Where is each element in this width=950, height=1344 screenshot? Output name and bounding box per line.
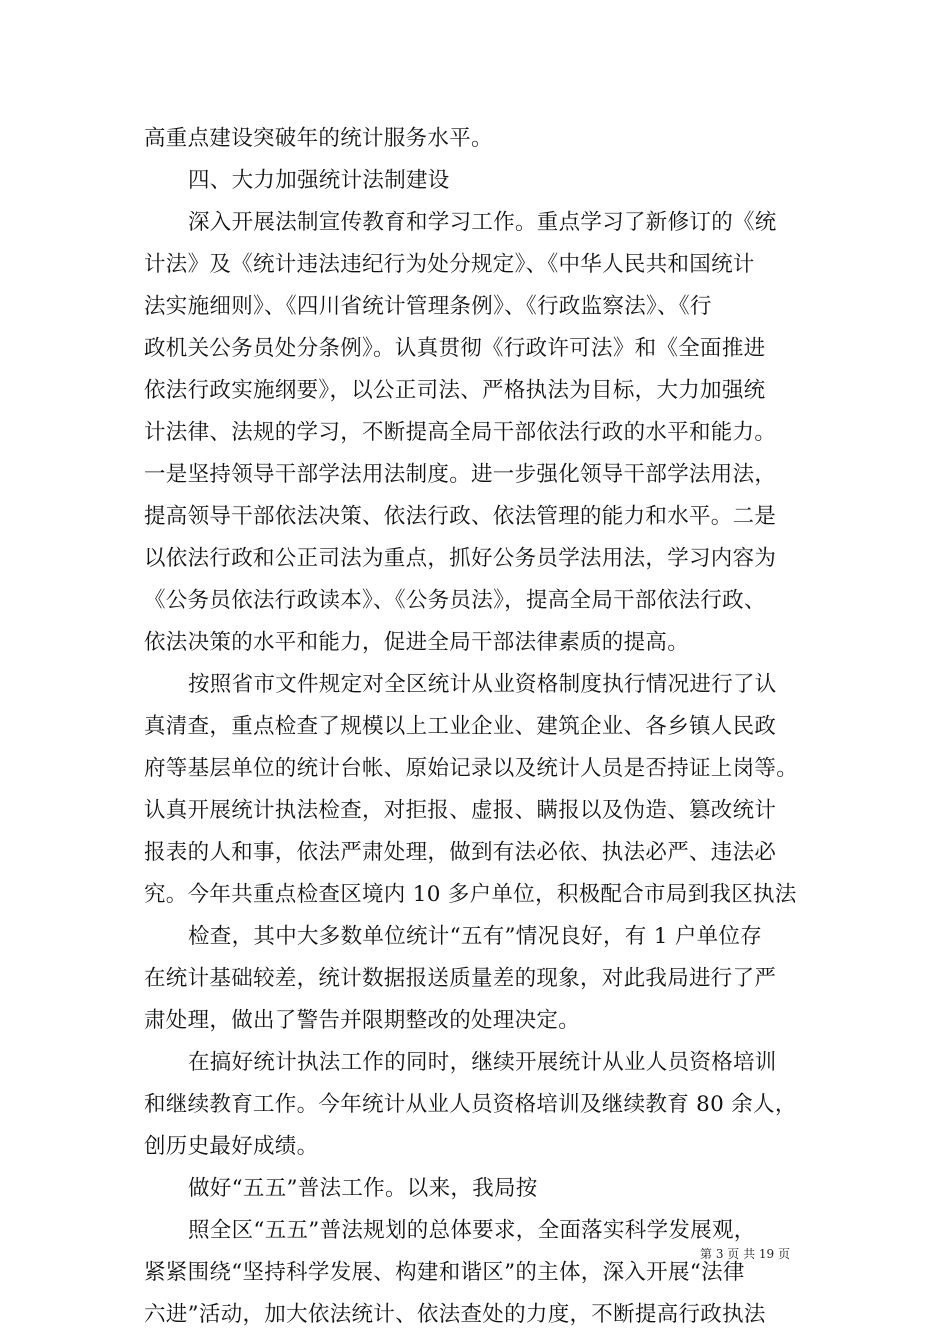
text-line: 提高领导干部依法决策、依法行政、依法管理的能力和水平。二是 xyxy=(144,504,777,529)
text-line: 依法决策的水平和能力，促进全局干部法律素质的提高。 xyxy=(144,630,690,655)
body-text xyxy=(144,118,808,1336)
text-line: 府等基层单位的统计台帐、原始记录以及统计人员是否持证上岗等。 xyxy=(144,756,799,781)
text-line: 在搞好统计执法工作的同时，继续开展统计从业人员资格培训 xyxy=(188,1050,777,1075)
text-line: 以依法行政和公正司法为重点，抓好公务员学法用法，学习内容为 xyxy=(144,546,777,571)
text-line: 照全区“五五”普法规划的总体要求，全面落实科学发展观， xyxy=(188,1218,756,1243)
text-line: 做好“五五”普法工作。以来，我局按 xyxy=(188,1176,538,1201)
text-line: 在统计基础较差，统计数据报送质量差的现象，对此我局进行了严 xyxy=(144,966,777,991)
text-line: 一是坚持领导干部学法用法制度。进一步强化领导干部学法用法， xyxy=(144,462,777,487)
text-line: 和继续教育工作。今年统计从业人员资格培训及继续教育 80 余人， xyxy=(144,1092,797,1117)
text-line: 报表的人和事，依法严肃处理，做到有法必依、执法必严、违法必 xyxy=(144,840,777,865)
text-line: 高重点建设突破年的统计服务水平。 xyxy=(144,126,493,151)
text-line: 计法》及《统计违法违纪行为处分规定》、《中华人民共和国统计 xyxy=(144,252,755,277)
section-heading: 四、大力加强统计法制建设 xyxy=(188,168,450,193)
text-line: 《公务员依法行政读本》、《公务员法》，提高全局干部依法行政、 xyxy=(144,588,766,613)
page-number: 第 3 页 共 19 页 xyxy=(700,1247,790,1261)
text-line: 政机关公务员处分条例》。认真贯彻《行政许可法》和《全面推进 xyxy=(144,336,766,361)
text-line: 究。今年共重点检查区境内 10 多户单位，积极配合市局到我区执法 xyxy=(144,882,797,907)
text-line: 创历史最好成绩。 xyxy=(144,1134,319,1159)
text-line: 依法行政实施纲要》，以公正司法、严格执法为目标，大力加强统 xyxy=(144,378,766,403)
text-line: 检查，其中大多数单位统计“五有”情况良好，有 1 户单位存 xyxy=(188,924,763,949)
text-line: 按照省市文件规定对全区统计从业资格制度执行情况进行了认 xyxy=(188,672,777,697)
text-line: 肃处理，做出了警告并限期整改的处理决定。 xyxy=(144,1008,581,1033)
text-line: 真清查，重点检查了规模以上工业企业、建筑企业、各乡镇人民政 xyxy=(144,714,777,739)
text-line: 六进”活动，加大依法统计、依法查处的力度，不断提高行政执法 xyxy=(144,1302,766,1327)
text-line: 认真开展统计执法检查，对拒报、虚报、瞒报以及伪造、篡改统计 xyxy=(144,798,777,823)
text-line: 深入开展法制宣传教育和学习工作。重点学习了新修订的《统 xyxy=(188,210,777,235)
text-line: 法实施细则》、《四川省统计管理条例》、《行政监察法》、《行 xyxy=(144,294,712,319)
text-line: 计法律、法规的学习，不断提高全局干部依法行政的水平和能力。 xyxy=(144,420,777,445)
text-line: 紧紧围绕“坚持科学发展、构建和谐区”的主体，深入开展“法律 xyxy=(144,1260,745,1285)
